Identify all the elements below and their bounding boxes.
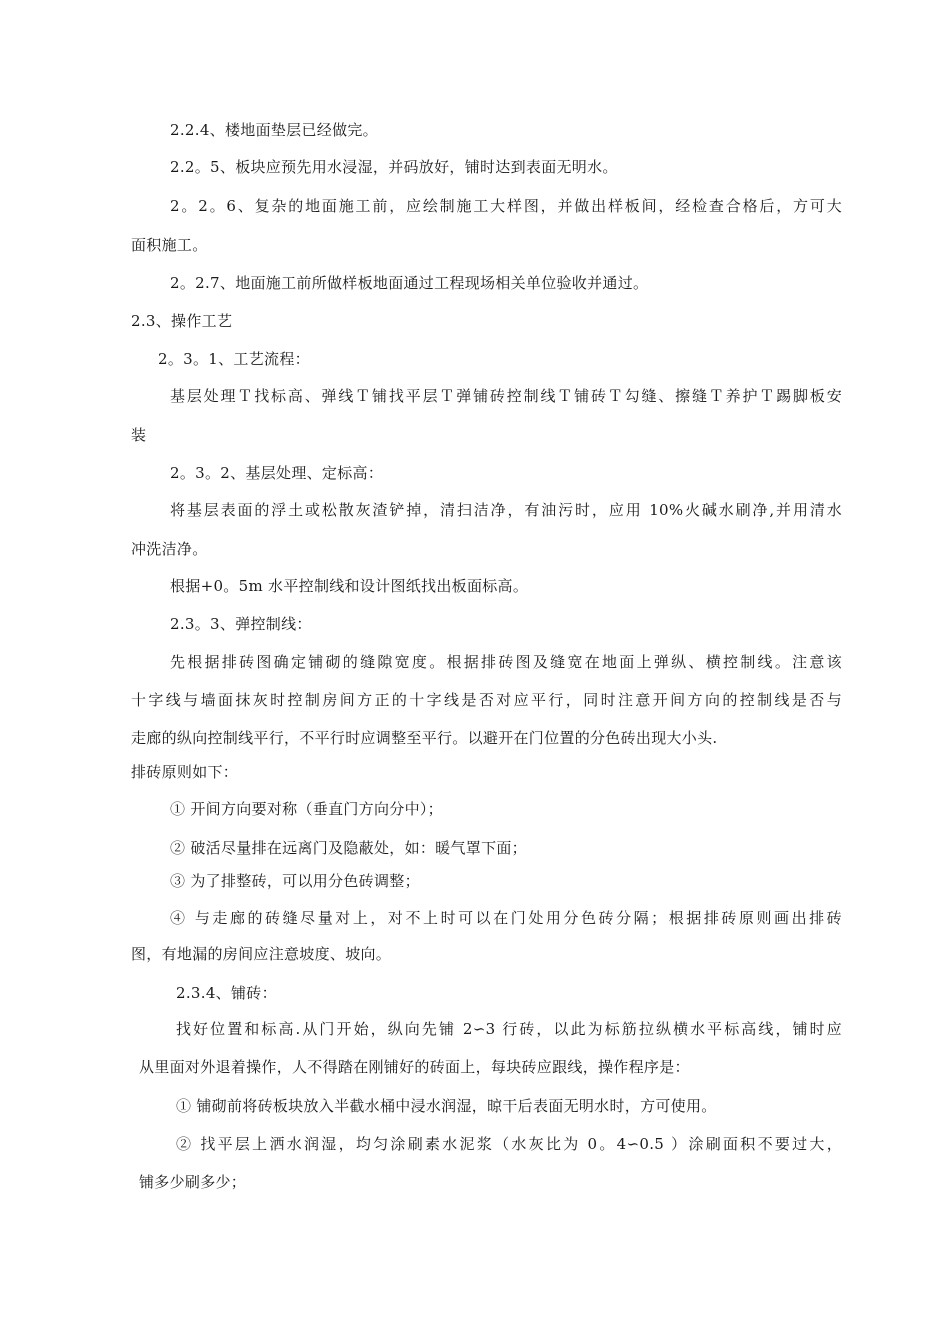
principle-item-3: ③ 为了排整砖，可以用分色砖调整； xyxy=(170,872,420,890)
paragraph-2-2-7: 2。2.7、地面施工前所做样板地面通过工程现场相关单位验收并通过。 xyxy=(170,274,649,292)
procedure-step-2-line-2: 铺多少刷多少； xyxy=(139,1173,247,1191)
tile-layout-principles-heading: 排砖原则如下： xyxy=(131,763,239,781)
section-heading-2-3: 2.3、操作工艺 xyxy=(131,312,233,330)
paragraph-2-2-5: 2.2。5、板块应预先用水浸湿，并码放好，铺时达到表面无明水。 xyxy=(170,158,618,176)
control-line-para-line-1: 先根据排砖图确定铺砌的缝隙宽度。根据排砖图及缝宽在地面上弹纵、横控制线。注意该 xyxy=(170,653,842,671)
paragraph-2-2-4: 2.2.4、楼地面垫层已经做完。 xyxy=(170,121,378,139)
process-flow-line-2: 装 xyxy=(131,426,147,444)
principle-item-4-line-1: ④ 与走廊的砖缝尽量对上，对不上时可以在门处用分色砖分隔；根据排砖原则画出排砖 xyxy=(170,909,842,927)
tiling-para-line-2: 从里面对外退着操作，人不得踏在刚铺好的砖面上，每块砖应跟线，操作程序是： xyxy=(139,1058,690,1076)
control-line-para-line-2: 十字线与墙面抹灰时控制房间方正的十字线是否对应平行，同时注意开间方向的控制线是否与 xyxy=(131,691,842,709)
base-treatment-line-2: 冲洗洁净。 xyxy=(131,540,208,558)
process-flow-line-1: 基层处理Ｔ找标高、弹线Ｔ铺找平层Ｔ弹铺砖控制线Ｔ铺砖Ｔ勾缝、擦缝Ｔ养护Ｔ踢脚板安 xyxy=(170,387,842,405)
principle-item-2: ② 破活尽量排在远离门及隐蔽处，如：暖气罩下面； xyxy=(170,839,527,857)
subheading-2-3-3: 2.3。3、弹控制线： xyxy=(170,615,312,633)
paragraph-2-2-6-line-1: 2。2。6、复杂的地面施工前，应绘制施工大样图，并做出样板间，经检查合格后，方可大 xyxy=(170,197,842,215)
tiling-para-line-1: 找好位置和标高.从门开始，纵向先铺 2∽3 行砖，以此为标筋拉纵横水平标高线，铺时应 xyxy=(176,1020,842,1038)
paragraph-2-2-6-line-2: 面积施工。 xyxy=(131,236,208,254)
principle-item-4-line-2: 图，有地漏的房间应注意坡度、坡向。 xyxy=(131,945,392,963)
elevation-paragraph: 根据+0。5m 水平控制线和设计图纸找出板面标高。 xyxy=(170,577,529,595)
control-line-para-line-3: 走廊的纵向控制线平行，不平行时应调整至平行。以避开在门位置的分色砖出现大小头. xyxy=(131,729,718,747)
procedure-step-1: ① 铺砌前将砖板块放入半截水桶中浸水润湿，晾干后表面无明水时，方可使用。 xyxy=(176,1097,717,1115)
principle-item-1: ① 开间方向要对称（垂直门方向分中）； xyxy=(170,800,443,818)
base-treatment-line-1: 将基层表面的浮土或松散灰渣铲掉，清扫洁净，有油污时，应用 10%火碱水刷净,并用清水 xyxy=(170,501,842,519)
subheading-2-3-1: 2。3。1、工艺流程： xyxy=(158,350,310,368)
subheading-2-3-4: 2.3.4、铺砖： xyxy=(176,984,277,1002)
subheading-2-3-2: 2。3。2、基层处理、定标高： xyxy=(170,464,384,482)
procedure-step-2-line-1: ② 找平层上洒水润湿，均匀涂刷素水泥浆（水灰比为 0。4∽0.5 ）涂刷面积不要过大， xyxy=(176,1135,842,1153)
